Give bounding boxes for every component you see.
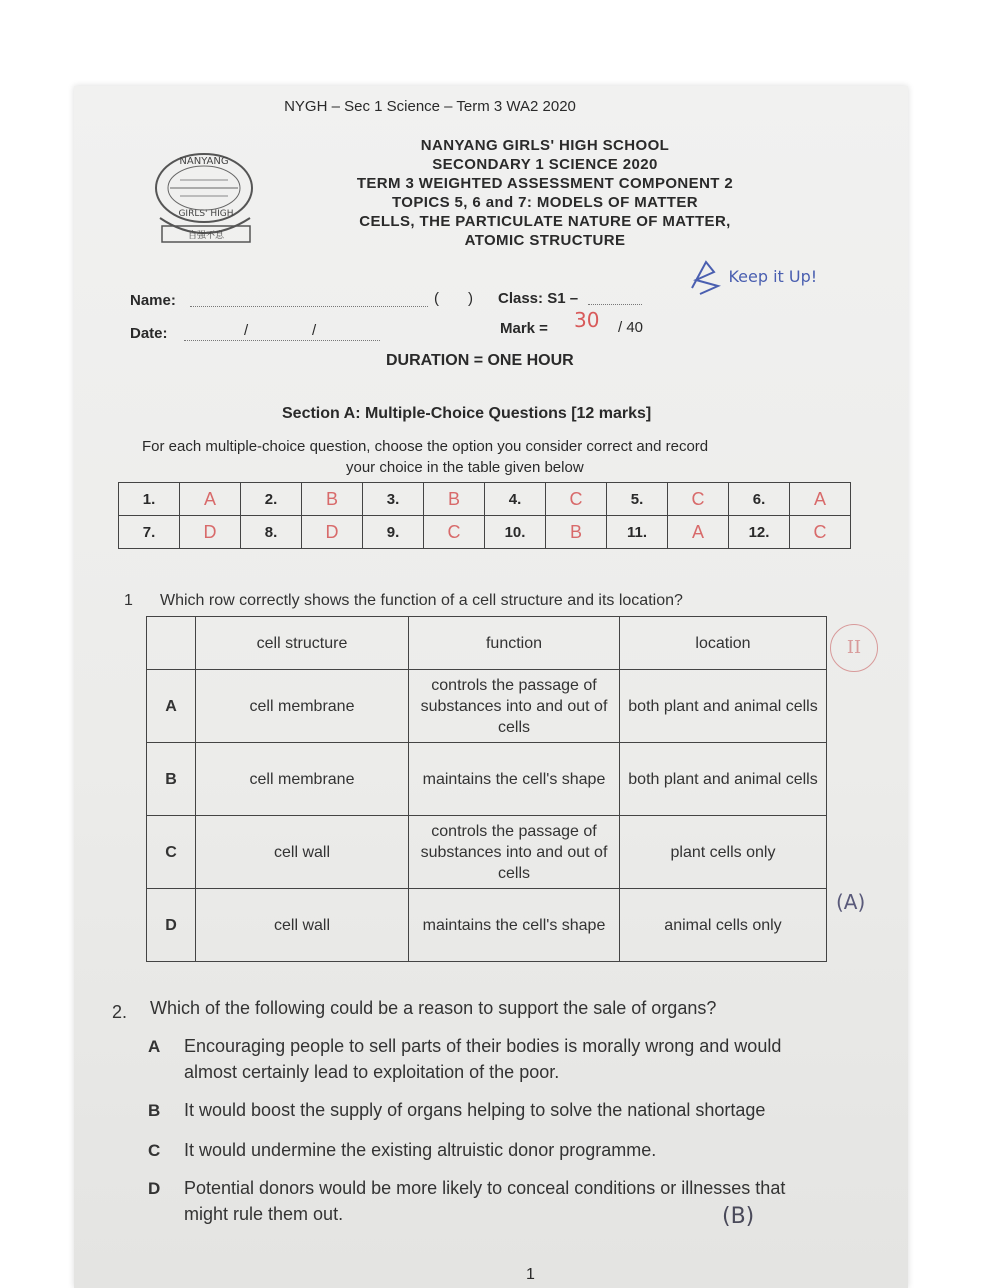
answer-cell[interactable]: C	[424, 516, 485, 549]
school-line: TERM 3 WEIGHTED ASSESSMENT COMPONENT 2	[356, 175, 734, 192]
question-number: 12.	[729, 516, 790, 549]
school-line: SECONDARY 1 SCIENCE 2020	[432, 156, 658, 173]
cell-location: both plant and animal cells	[620, 670, 827, 743]
option-letter: B	[147, 743, 196, 816]
school-line: ATOMIC STRUCTURE	[464, 232, 626, 249]
school-line: NANYANG GIRLS' HIGH SCHOOL	[420, 137, 670, 154]
school-crest-logo	[150, 148, 262, 248]
cell-structure: cell membrane	[196, 670, 409, 743]
teacher-feedback	[688, 258, 817, 298]
option-text: It would undermine the existing altruistic donor programme.	[184, 1140, 657, 1160]
crest-bottom-text: GIRLS' HIGH	[178, 209, 234, 219]
question-2-number: 2.	[112, 1002, 128, 1022]
answer-cell[interactable]: B	[302, 483, 363, 516]
crest-motto: 自强不息	[187, 231, 225, 241]
answer-table	[118, 482, 851, 549]
answer-cell[interactable]: C	[790, 516, 851, 549]
question-1-table	[146, 616, 827, 962]
feedback-text: Keep it Up!	[728, 267, 818, 287]
answer-cell[interactable]: B	[546, 516, 607, 549]
section-a-instructions: your choice in the table given below	[346, 459, 584, 476]
question-2-option	[148, 1036, 781, 1057]
question-2-handwritten-answer: (B)	[722, 1204, 755, 1229]
question-number: 9.	[363, 516, 424, 549]
school-title-block	[330, 136, 760, 250]
register-bracket-close: )	[468, 290, 473, 307]
answer-cell[interactable]: A	[180, 483, 241, 516]
cell-function: maintains the cell's shape	[409, 889, 620, 962]
signature-mark	[688, 258, 724, 298]
mark-value: 30	[574, 308, 600, 332]
page-number: 1	[526, 1266, 535, 1283]
option-text: Potential donors would be more likely to conceal conditions or illnesses that	[184, 1178, 786, 1198]
answer-cell[interactable]: C	[668, 483, 729, 516]
cell-location: both plant and animal cells	[620, 743, 827, 816]
answer-cell[interactable]: C	[546, 483, 607, 516]
margin-mark: II	[846, 637, 862, 658]
school-line: TOPICS 5, 6 and 7: MODELS OF MATTER	[392, 194, 698, 211]
option-text-continued: almost certainly lead to exploitation of the poor.	[184, 1062, 560, 1082]
answer-cell[interactable]: D	[180, 516, 241, 549]
date-field[interactable]	[184, 328, 380, 341]
mark-total: / 40	[618, 319, 644, 336]
question-number: 4.	[485, 483, 546, 516]
cell-structure: cell wall	[196, 889, 409, 962]
date-separator: /	[244, 322, 249, 339]
option-letter: D	[148, 1179, 161, 1198]
table-row	[119, 516, 851, 549]
column-header: function	[409, 617, 620, 670]
table-row	[147, 670, 827, 743]
option-text: It would boost the supply of organs helping to solve the national shortage	[184, 1100, 766, 1120]
question-number: 7.	[119, 516, 180, 549]
question-1-text: Which row correctly shows the function of a cell structure and its location?	[160, 592, 683, 609]
table-header-row	[147, 617, 827, 670]
mark-label: Mark =	[500, 320, 548, 337]
crest-top-text: NANYANG	[179, 156, 229, 167]
answer-cell[interactable]: A	[790, 483, 851, 516]
table-row	[119, 483, 851, 516]
option-letter: C	[148, 1141, 161, 1160]
question-number: 6.	[729, 483, 790, 516]
option-header	[147, 617, 196, 670]
option-text-continued: might rule them out.	[184, 1204, 344, 1224]
question-number: 11.	[607, 516, 668, 549]
question-2-option	[148, 1178, 785, 1199]
date-separator: /	[312, 322, 317, 339]
question-2-text: Which of the following could be a reason to support the sale of organs?	[150, 998, 717, 1018]
question-number: 5.	[607, 483, 668, 516]
answer-cell[interactable]: D	[302, 516, 363, 549]
question-2-option	[148, 1140, 656, 1161]
table-row	[147, 816, 827, 889]
question-1-number: 1	[124, 592, 133, 609]
date-label: Date:	[130, 325, 168, 342]
option-letter: C	[147, 816, 196, 889]
name-label: Name:	[130, 292, 176, 309]
question-number: 8.	[241, 516, 302, 549]
school-line: CELLS, THE PARTICULATE NATURE OF MATTER,	[359, 213, 731, 230]
section-a-title: Section A: Multiple-Choice Questions [12 marks]	[282, 405, 652, 422]
cell-structure: cell wall	[196, 816, 409, 889]
cell-function: controls the passage of substances into and out of cells	[409, 670, 620, 743]
cell-function: controls the passage of substances into and out of cells	[409, 816, 620, 889]
question-1-handwritten-answer: (A)	[836, 890, 866, 914]
cell-location: animal cells only	[620, 889, 827, 962]
cell-function: maintains the cell's shape	[409, 743, 620, 816]
cell-structure: cell membrane	[196, 743, 409, 816]
question-2-option	[148, 1100, 765, 1121]
column-header: location	[620, 617, 827, 670]
exam-header-line: NYGH – Sec 1 Science – Term 3 WA2 2020	[284, 98, 576, 115]
question-number: 2.	[241, 483, 302, 516]
question-number: 3.	[363, 483, 424, 516]
table-row	[147, 889, 827, 962]
option-letter: B	[148, 1101, 161, 1120]
duration: DURATION = ONE HOUR	[386, 352, 574, 369]
question-number: 10.	[485, 516, 546, 549]
column-header: cell structure	[196, 617, 409, 670]
option-letter: A	[148, 1037, 161, 1056]
class-label: Class: S1 –	[498, 290, 579, 307]
question-number: 1.	[119, 483, 180, 516]
answer-cell[interactable]: A	[668, 516, 729, 549]
table-row	[147, 743, 827, 816]
name-field[interactable]	[190, 294, 428, 307]
margin-mark-circle	[830, 624, 878, 672]
class-field[interactable]	[588, 292, 642, 305]
option-letter: A	[147, 670, 196, 743]
cell-location: plant cells only	[620, 816, 827, 889]
section-a-instructions: For each multiple-choice question, choose the option you consider correct and record	[142, 438, 709, 455]
register-bracket-open: (	[434, 290, 439, 307]
answer-cell[interactable]: B	[424, 483, 485, 516]
option-letter: D	[147, 889, 196, 962]
option-text: Encouraging people to sell parts of their bodies is morally wrong and would	[184, 1036, 782, 1056]
